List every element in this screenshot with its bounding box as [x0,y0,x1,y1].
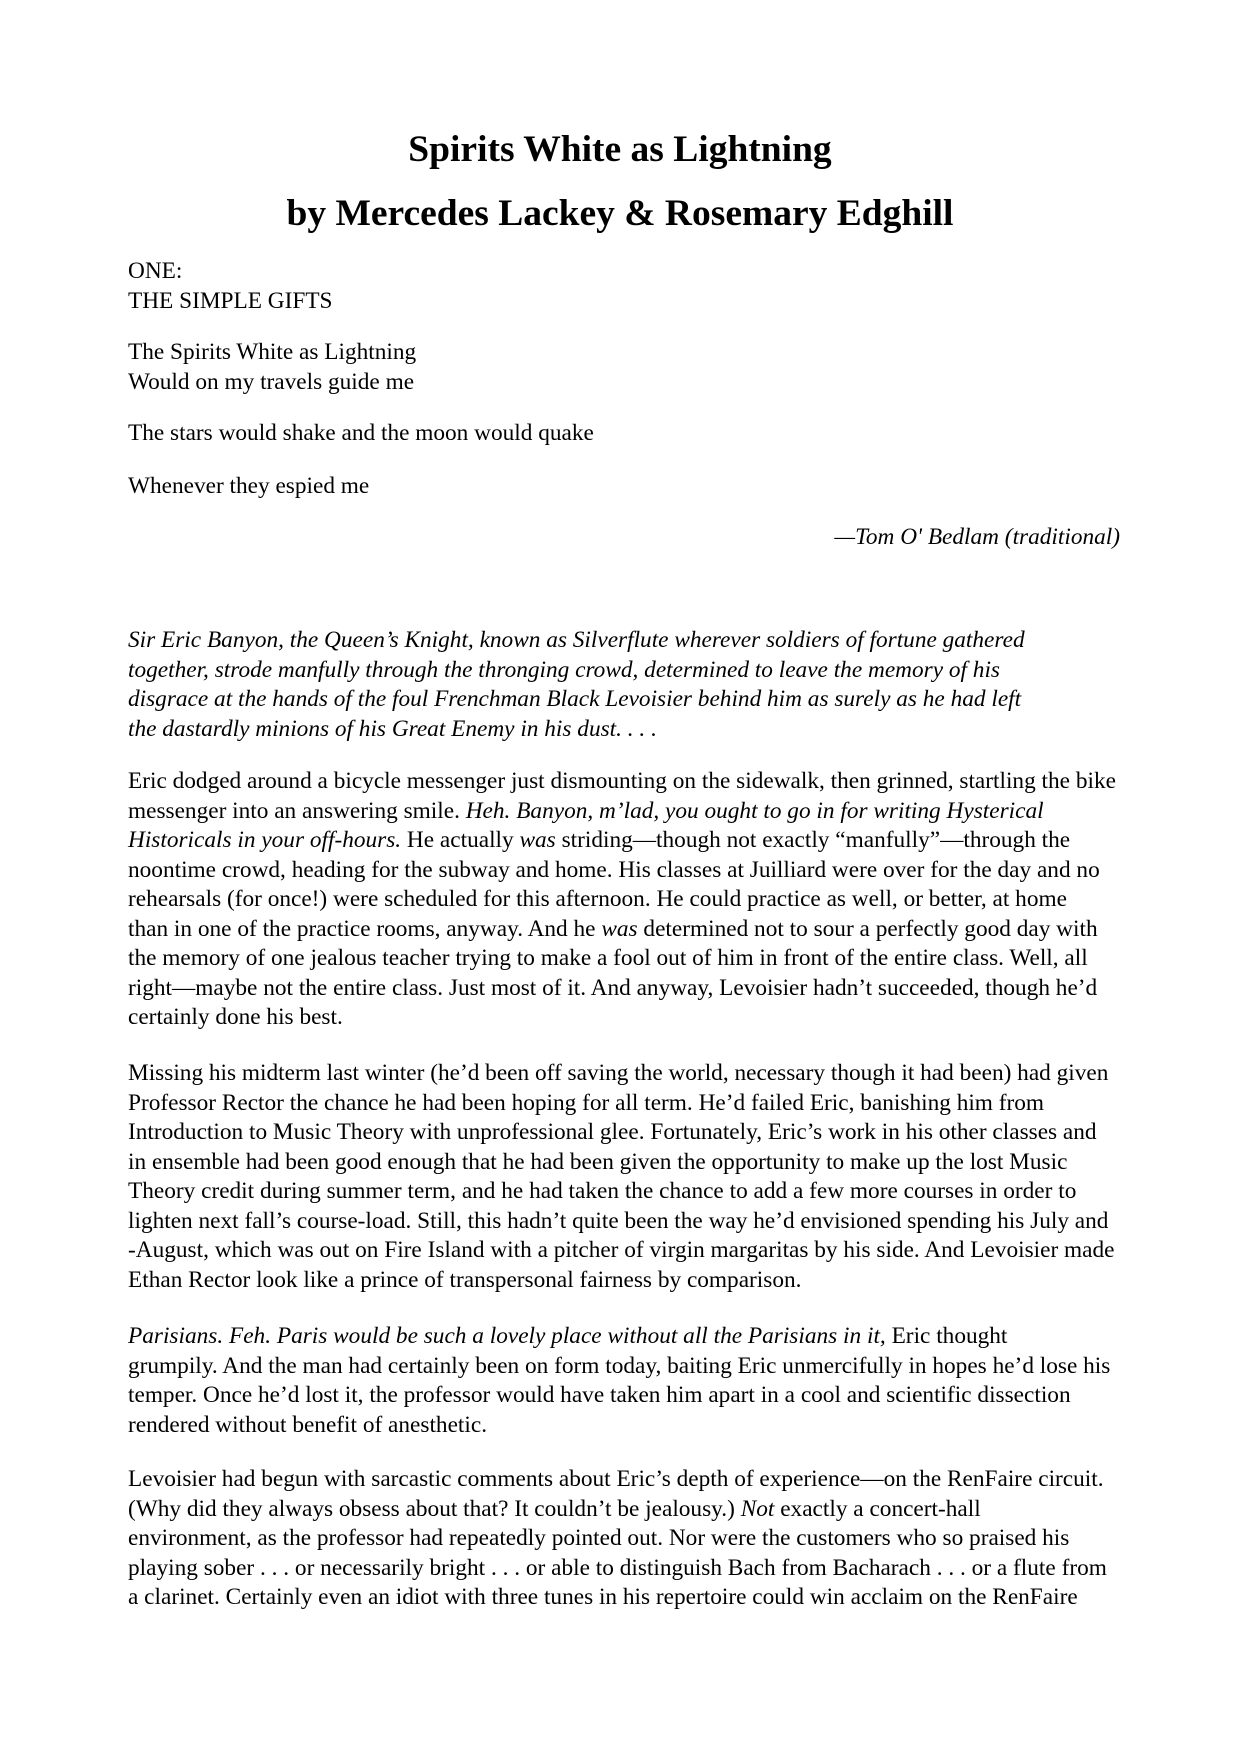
italic-text: was [519,827,556,853]
italic-text: disgrace at the hands of the foul Frenchman Black Levoisier behind him as surely as he had left [128,686,1022,712]
text-line [128,656,1120,686]
text-segment: than in one of the practice rooms, anyway. And he [128,915,602,942]
italic-text: Parisians. Feh. Paris would be such a lovely place without all the Parisians in it, [128,1323,886,1349]
chapter-heading [128,257,1120,316]
text-line [128,1554,1120,1584]
text-segment: Introduction to Music Theory with unprofessional glee. Fortunately, Eric’s work in his other classes and [128,1119,1097,1145]
italic-text: the dastardly minions of his Great Enemy in his dust. . . . [128,715,657,742]
text-line [128,1003,1120,1033]
text-line [128,1177,1120,1207]
text-segment: -August, which was out on Fire Island with a pitcher of virgin margaritas by his side. And Levoisier made [128,1237,1115,1263]
text-line [128,885,1120,915]
text-line [128,1411,1120,1441]
text-line [128,1495,1120,1525]
epigraph-stanza [128,419,1120,449]
text-line [128,856,1120,886]
epigraph-stanza [128,338,1120,397]
text-segment: in ensemble had been good enough that he had been given the opportunity to make up the lost Music [128,1148,1068,1175]
epigraph-attribution: —Tom O' Bedlam (traditional) [834,524,1120,550]
text-segment: environment, as the professor had repeatedly pointed out. Nor were the customers who so praised his [128,1525,1070,1551]
text-line [128,1089,1120,1119]
text-line [128,1148,1120,1178]
document-title: Spirits White as Lightning [408,129,832,170]
italic-text: Heh. Banyon, m’lad, you ought to go in for writing Hysterical [465,797,1044,824]
text-line [128,767,1120,797]
text-segment: messenger into an answering smile. [128,797,466,824]
body-paragraph [128,767,1120,1033]
italic-text: together, strode manfully through the thronging crowd, determined to leave the memory of his [128,656,1000,683]
text-segment: certainly done his best. [128,1004,343,1030]
text-segment: He actually [401,827,520,853]
text-segment: lighten next fall’s course-load. Still, this hadn’t quite been the way he’d envisioned spending his July and [128,1207,1109,1234]
text-segment: right—maybe not the entire class. Just most of it. And anyway, Levoisier hadn’t succeeded, though he’d [128,974,1098,1001]
text-segment: Levoisier had begun with sarcastic comments about Eric’s depth of experience—on the RenFaire circuit. [128,1466,1104,1492]
italic-text: Historicals in your off-hours. [128,827,402,853]
epigraph-line: Would on my travels guide me [128,368,415,395]
text-line [128,826,1120,856]
body-paragraph [128,1059,1120,1295]
text-segment: rendered without benefit of anesthetic. [128,1411,488,1438]
text-line [128,1118,1120,1148]
text-segment: exactly a concert-hall [774,1495,981,1522]
text-segment: rehearsals (for once!) were scheduled for this afternoon. He could practice as well, or better, at home [128,886,1067,912]
document-byline: by Mercedes Lackey & Rosemary Edghill [286,193,954,234]
chapter-title: THE SIMPLE GIFTS [128,287,333,314]
text-segment: a clarinet. Certainly even an idiot with three tunes in his repertoire could win acclaim on the RenFaire [128,1584,1078,1610]
text-segment: grumpily. And the man had certainly been on form today, baiting Eric unmercifully in hopes he’d lose his [128,1352,1111,1379]
text-line [128,1322,1120,1352]
text-segment: Eric thought [885,1323,1008,1349]
text-line [128,1266,1120,1296]
epigraph-line: The stars would shake and the moon would quake [128,420,594,446]
text-segment: Theory credit during summer term, and he had taken the chance to add a few more courses in order to [128,1178,1077,1204]
body-paragraph [128,1322,1120,1440]
text-line [128,715,1120,745]
text-line [128,1465,1120,1495]
text-line [128,626,1120,656]
text-line [128,1381,1120,1411]
text-segment: Missing his midterm last winter (he’d been off saving the world, necessary though it had been) had given [128,1060,1109,1086]
text-line [128,1059,1120,1089]
text-segment: Eric dodged around a bicycle messenger just dismounting on the sidewalk, then grinned, startling the bike [128,768,1116,794]
text-segment: striding—though not exactly “manfully”—through the [555,827,1071,853]
italic-text: was [601,915,638,942]
text-segment: temper. Once he’d lost it, the professor would have taken him apart in a cool and scientific dissection [128,1382,1071,1408]
body-paragraph [128,626,1120,744]
text-line [128,797,1120,827]
epigraph-line: The Spirits White as Lightning [128,339,417,365]
text-line [128,915,1120,945]
body-paragraph [128,1465,1120,1613]
epigraph-stanza [128,472,1120,502]
text-line [128,685,1120,715]
text-segment: (Why did they always obsess about that? It couldn’t be jealousy.) [128,1495,741,1522]
text-line [128,1583,1120,1613]
italic-text: Sir Eric Banyon, the Queen’s Knight, known as Silverflute wherever soldiers of fortune gathered [128,627,1025,653]
text-segment: noontime crowd, heading for the subway and home. His classes at Juilliard were over for the day and no [128,856,1100,883]
text-line [128,1236,1120,1266]
text-segment: the memory of one jealous teacher trying to make a fool out of him in front of the entire class. Well, all [128,945,1088,971]
text-segment: Professor Rector the chance he had been hoping for all term. He’d failed Eric, banishing him from [128,1089,1045,1116]
text-line [128,1524,1120,1554]
chapter-number: ONE: [128,258,183,284]
italic-text: Not [740,1495,775,1522]
text-line [128,1352,1120,1382]
text-line [128,944,1120,974]
text-segment: determined not to sour a perfectly good day with [637,915,1098,942]
text-segment: playing sober . . . or necessarily bright . . . or able to distinguish Bach from Bacharach . . . or a flute from [128,1554,1107,1581]
text-segment: Ethan Rector look like a prince of transpersonal fairness by comparison. [128,1266,802,1293]
text-line [128,1207,1120,1237]
text-line [128,974,1120,1004]
epigraph-line: Whenever they espied me [128,473,370,499]
